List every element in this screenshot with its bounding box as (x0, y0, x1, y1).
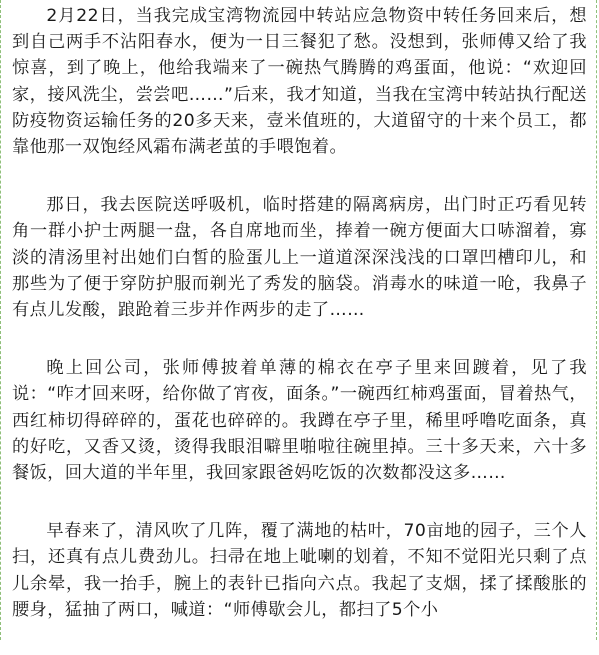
paragraph-2: 那日，我去医院送呼吸机，临时搭建的隔离病房，出门时正巧看见转角一群小护士两腿一盘，各自席地而坐，捧着一碗方便面大口哧溜着，寡淡的清汤里衬出她们白皙的脸蛋儿上一道道深深浅浅的口罩凹槽印儿，和那些为了便于穿防护服而剃光了秀发的脑袋。消毒水的味道一呛，我鼻子有点儿发酸，踉跄着三步并作两步的走了…… (12, 195, 587, 321)
paragraph-1: 2月22日，当我完成宝湾物流园中转站应急物资中转任务回来后，想到自己两手不沾阳春水，便为一日三餐犯了愁。没想到，张师傅又给了我惊喜，到了晚上，他给我端来了一碗热气腾腾的鸡蛋面，他说：“欢迎回家，接风洗尘，尝尝吧……”后来，我才知道，当我在宝湾中转站执行配送防疫物资运输任务的20多天来，壹米值班的，大道留守的十来个员工，都靠他那一双饱经风霜布满老茧的手喂饱着。 (12, 6, 587, 158)
article-body (12, 3, 587, 655)
paragraph-4: 早春来了，清风吹了几阵，覆了满地的枯叶，70亩地的园子，三个人扫，还真有点儿费劲儿。扫帚在地上呲喇的划着，不知不觉阳光只剩了点儿余晕，我一抬手，腕上的表针已指向六点。我起了支烟，揉了揉酸胀的腰身，猛抽了两口，喊道：“师傅歇会儿，都扫了5个小 (12, 521, 587, 620)
paragraph-3: 晚上回公司，张师傅披着单薄的棉衣在亭子里来回踱着，见了我说：“咋才回来呀，给你做了宵夜，面条。”一碗西红柿鸡蛋面，冒着热气，西红柿切得碎碎的，蛋花也碎碎的。我蹲在亭子里，稀里呼噜吃面条，真的好吃，又香又烫，烫得我眼泪噼里啪啦往碗里掉。三十多天来，六十多餐饭，回大道的半年里，我回家跟爸妈吃饭的次数都没这多…… (12, 358, 587, 484)
